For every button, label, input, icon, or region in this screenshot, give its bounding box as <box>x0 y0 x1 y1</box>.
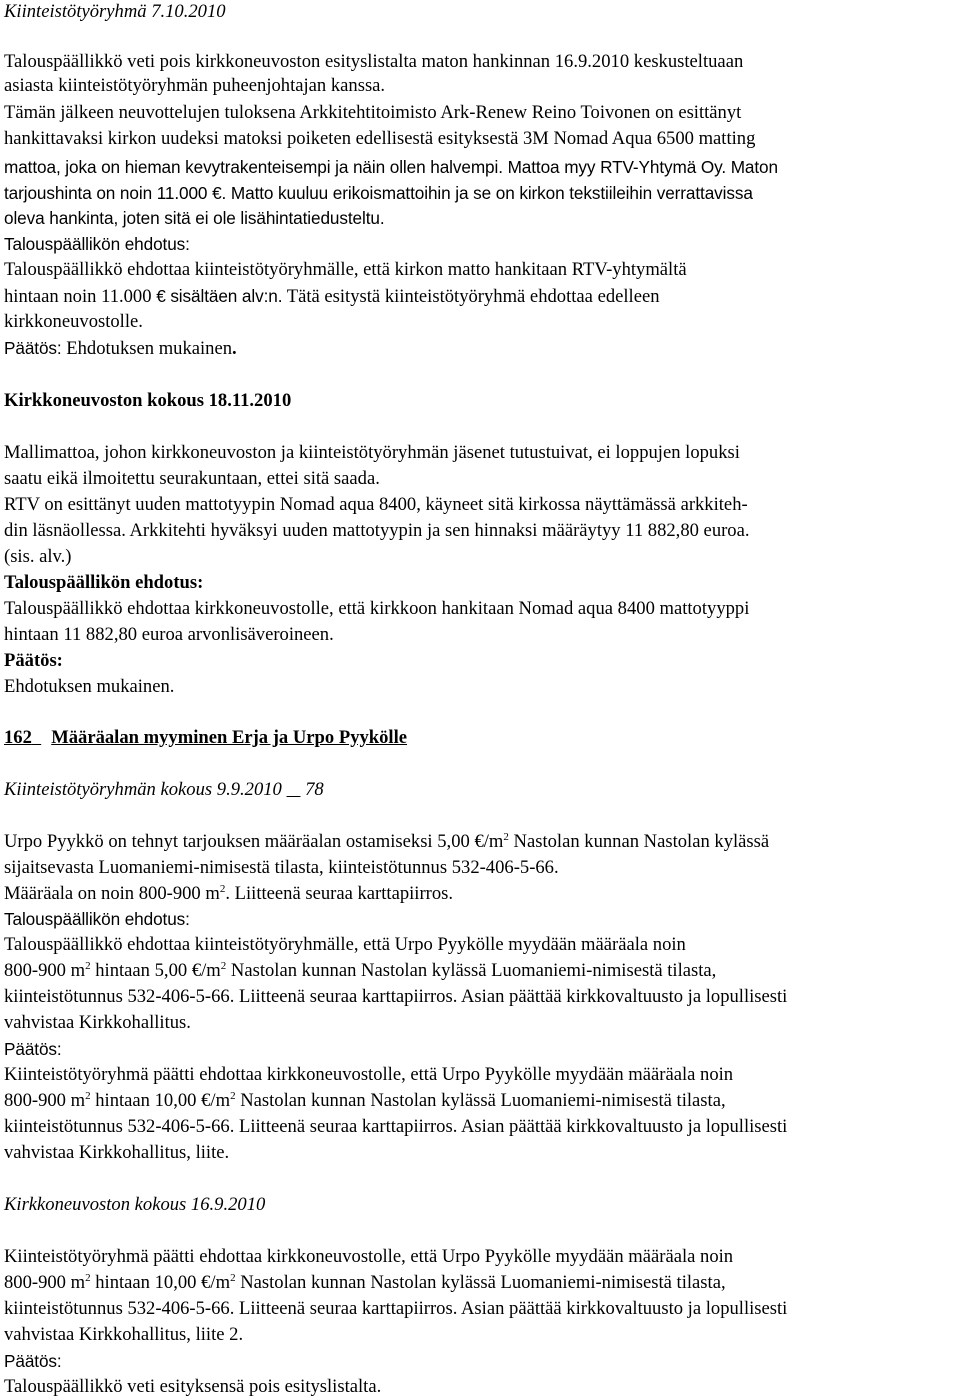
euro-sign: € <box>201 1090 211 1111</box>
section-heading-162 <box>4 726 407 750</box>
paragraph-line: 800-900 $m^2$ hintaan 10,00 $€/m^2$ Nastolan kunnan Nastolan kylässä Luomaniemi-nimisestä tilasta, <box>4 1272 726 1293</box>
paragraph-line: oleva hankinta, joten sitä ei ole lisähintatiedusteltu. <box>4 208 385 228</box>
paragraph-line: kiinteistötunnus 532-406-5-66. Liitteenä seuraa karttapiirros. Asian päättää kirkkovaltuusto ja lopullisesti <box>4 1298 788 1319</box>
paragraph-line: 800-900 $m^2$ hintaan 5,00 $€/m^2$ Nastolan kunnan Nastolan kylässä Luomaniemi-nimisestä tilasta, <box>4 960 717 981</box>
paragraph-line: hintaan 11 882,80 euroa arvonlisäveroineen. <box>4 624 334 645</box>
paragraph-line: mattoa, joka on hieman kevytrakenteisempi ja näin ollen halvempi. Mattoa myy RTV-Yhtymä Oy. Maton <box>4 157 778 177</box>
section-heading-kiinteistotyoryhma-7-10: Kiinteistötyöryhmä 7.10.2010 <box>4 1 226 22</box>
paragraph-line: kiinteistötunnus 532-406-5-66. Liitteenä seuraa karttapiirros. Asian päättää kirkkovaltuusto ja lopullisesti <box>4 1116 788 1137</box>
euro-sign: € <box>156 286 166 306</box>
section-number: 162 <box>4 727 32 748</box>
paragraph-line: Mallimattoa, johon kirkkoneuvoston ja kiinteistötyöryhmän jäsenet tutustuivat, ei loppujen lopuksi <box>4 442 740 463</box>
decision-label: Päätös: <box>4 1039 62 1059</box>
decision-label: Päätös: <box>4 1351 62 1371</box>
paragraph-line: Talouspäällikkö veti esityksensä pois esityslistalta. <box>4 1376 382 1397</box>
paragraph-line: 800-900 $m^2$ hintaan 10,00 $€/m^2$ Nastolan kunnan Nastolan kylässä Luomaniemi-nimisestä tilasta, <box>4 1090 726 1111</box>
proposal-label: Talouspäällikön ehdotus: <box>4 234 190 254</box>
paragraph-line: asiasta kiinteistötyöryhmän puheenjohtajan kanssa. <box>4 75 386 96</box>
paragraph-line: Määräala on noin 800-900 $m^2$. Liitteenä seuraa karttapiirros. <box>4 883 454 904</box>
decision-label: Päätös: <box>4 650 63 671</box>
paragraph-line: Talouspäällikkö ehdottaa kiinteistötyöryhmälle, että kirkon matto hankitaan RTV-yhtymältä <box>4 259 687 280</box>
paragraph-line: saatu eikä ilmoitettu seurakuntaan, ettei sitä saada. <box>4 468 380 489</box>
paragraph-line: Tämän jälkeen neuvottelujen tuloksena Arkkitehtitoimisto Ark-Renew Reino Toivonen on esittänyt <box>4 102 742 123</box>
euro-sign: € <box>474 831 484 852</box>
paragraph-line: vahvistaa Kirkkohallitus, liite. <box>4 1142 230 1163</box>
paragraph-line: Ehdotuksen mukainen. <box>4 676 175 697</box>
meeting-heading: Kiinteistötyöryhmän kokous 9.9.2010 78 <box>4 779 324 800</box>
paragraph-line: Kiinteistötyöryhmä päätti ehdottaa kirkkoneuvostolle, että Urpo Pyykölle myydään määräala noin <box>4 1064 734 1085</box>
euro-sign: € <box>201 1272 211 1293</box>
section-title: Määräalan myyminen Erja ja Urpo Pyykölle <box>51 727 408 748</box>
paragraph-line: Urpo Pyykkö on tehnyt tarjouksen määräalan ostamiseksi 5,00 $€/m^2$ Nastolan kunnan Nastolan kylässä <box>4 831 770 852</box>
paragraph-line: hankittavaksi kirkon uudeksi matoksi poiketen edellisestä esityksestä 3M Nomad Aqua 6500 matting <box>4 128 756 149</box>
euro-sign: € <box>212 183 222 203</box>
proposal-label: Talouspäällikön ehdotus: <box>4 572 204 593</box>
paragraph-line: kiinteistötunnus 532-406-5-66. Liitteenä seuraa karttapiirros. Asian päättää kirkkovaltuusto ja lopullisesti <box>4 986 788 1007</box>
paragraph-line: sijaitsevasta Luomaniemi-nimisestä tilasta, kiinteistötunnus 532-406-5-66. <box>4 857 559 878</box>
paragraph-line: vahvistaa Kirkkohallitus. <box>4 1012 191 1033</box>
paragraph-line: Kiinteistötyöryhmä päätti ehdottaa kirkkoneuvostolle, että Urpo Pyykölle myydään määräala noin <box>4 1246 734 1267</box>
paragraph-line: din läsnäollessa. Arkkitehti hyväksyi uuden mattotyypin ja sen hinnaksi määräytyy 11 882,80 euroa. <box>4 520 750 541</box>
paragraph-line: Talouspäällikkö veti pois kirkkoneuvoston esityslistalta maton hankinnan 16.9.2010 keskusteltuaan <box>4 51 744 72</box>
section-heading-kirkkoneuvosto-16-9: Kirkkoneuvoston kokous 16.9.2010 <box>4 1194 266 1215</box>
paragraph-line: vahvistaa Kirkkohallitus, liite 2. <box>4 1324 244 1345</box>
euro-sign: € <box>191 960 202 981</box>
paragraph-line: kirkkoneuvostolle. <box>4 311 143 332</box>
paragraph-line: Talouspäällikkö ehdottaa kirkkoneuvostolle, että kirkkoon hankitaan Nomad aqua 8400 mattotyyppi <box>4 598 750 619</box>
paragraph-line: hintaan noin 11.000 € sisältäen alv:n. Tätä esitystä kiinteistötyöryhmä ehdottaa edelleen <box>4 286 660 307</box>
paragraph-line: (sis. alv.) <box>4 546 72 567</box>
paragraph-line: Talouspäällikkö ehdottaa kiinteistötyöryhmälle, että Urpo Pyykölle myydään määräala noin <box>4 934 686 955</box>
paragraph-line: tarjoushinta on noin 11.000 €. Matto kuuluu erikoismattoihin ja se on kirkon tekstiileihin verrattavissa <box>4 183 753 203</box>
paragraph-line: RTV on esittänyt uuden mattotyypin Nomad aqua 8400, käyneet sitä kirkossa näyttämässä arkkiteh- <box>4 494 748 515</box>
proposal-label: Talouspäällikön ehdotus: <box>4 909 190 929</box>
section-heading-kirkkoneuvosto-18-11: Kirkkoneuvoston kokous 18.11.2010 <box>4 390 292 411</box>
decision-line: Päätös: Ehdotuksen mukainen. <box>4 338 237 359</box>
